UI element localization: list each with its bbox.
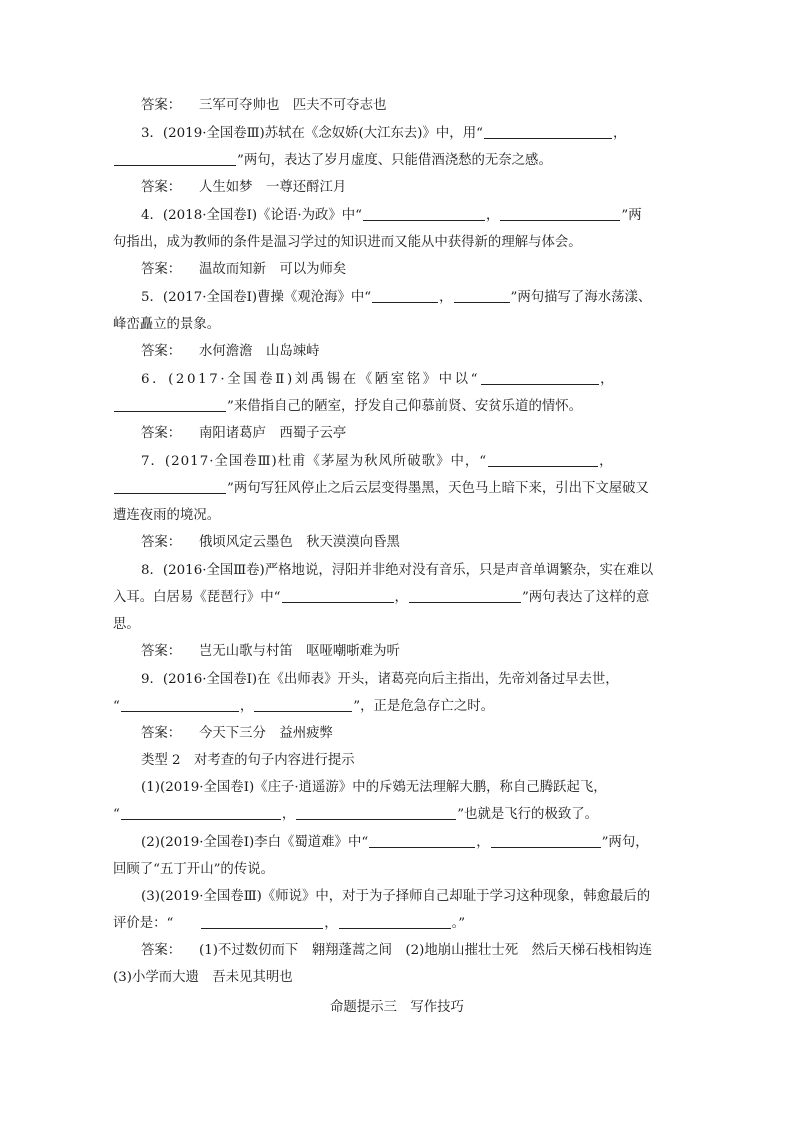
question-text: “ [113,699,120,714]
fill-blank [254,697,352,712]
question-text: ”来借指自己的陋室，抒发自己仰慕前贤、安贫乐道的情怀。 [227,399,582,414]
fill-blank [372,288,438,303]
type2-q2-line-1 [141,833,649,853]
fill-blank [201,914,323,929]
question-3-line-2 [113,151,552,171]
question-text: ， [394,590,408,605]
question-text: 评价是：“ [113,916,201,931]
question-text: ”两句， [601,835,649,850]
question-7-line-2 [113,479,649,499]
answer-3 [141,178,346,198]
answer-4 [141,260,346,280]
fill-blank [481,370,599,385]
fill-blank [114,151,236,166]
answer-label: 答案： [141,644,182,659]
answer-label: 答案： [141,180,182,195]
answer-label: 答案： [141,426,182,441]
answer-text: 三军可夺帅也 匹夫不可夺志也 [199,98,387,113]
question-text: ， [439,290,453,305]
question-text: ， [324,916,338,931]
answer-text: 岂无山歌与村笛 呕哑嘲哳难为听 [199,644,400,659]
fill-blank [454,288,510,303]
type2-q1-line-1: (1)(2019·全国卷Ⅰ)《庄子·逍遥游》中的斥鴳无法理解大鹏，称自己腾跃起飞， [141,780,607,795]
fill-blank [121,805,281,820]
fill-blank [282,588,394,603]
question-3-line-1 [141,124,626,144]
answer-label: 答案： [141,262,182,277]
question-text: ”两句写狂风停止之后云层变得墨黑，天色马上暗下来，引出下文屋破又 [227,481,649,496]
answer-label: 答案： [141,535,182,550]
type2-q3-line-1: (3)(2019·全国卷Ⅲ)《师说》中，对于为子择师自己却耻于学习这种现象，韩愈最后的 [141,889,651,904]
question-6-line-1 [141,370,616,390]
question-text: ， [599,454,614,469]
answer-text: 人生如梦 一尊还酹江月 [199,180,347,195]
answer-text: 俄顷风定云墨色 秋天漠漠向昏黑 [199,535,400,550]
question-8-line-3: 思。 [113,617,140,632]
answer-8 [141,642,400,662]
fill-blank [409,588,521,603]
question-text: ”两 [621,208,642,223]
answer-label: 答案： [141,98,182,113]
question-text: 3．(2019·全国卷Ⅲ)苏轼在《念奴娇(大江东去)》中，用“ [141,126,483,141]
type2-q3-line-2 [113,914,465,934]
answer-label: 答案： [141,726,182,741]
answer-label: 答案： [141,344,182,359]
question-text: 入耳。白居易《琵琶行》中“ [113,590,281,605]
question-text: ， [486,208,500,223]
answer-9 [141,724,333,744]
answer-text: 水何澹澹 山岛竦峙 [199,344,320,359]
answer-text: (1)不过数仞而下 翱翔蓬蒿之间 (2)地崩山摧壮士死 然后天梯石栈相钩连 [199,943,653,958]
answer-7 [141,533,400,553]
fill-blank [296,805,456,820]
question-text: 7．(2017·全国卷Ⅲ)杜甫《茅屋为秋风所破歌》中，“ [141,454,488,469]
fill-blank [114,479,226,494]
question-text: ”两句描写了海水荡漾、 [510,290,652,305]
answer-text: 温故而知新 可以为师矣 [199,262,347,277]
fill-blank [363,206,485,221]
question-5-line-1 [141,288,651,308]
question-8-line-1: 8．(2016·全国Ⅲ卷)严格地说，浔阳并非绝对没有音乐，只是声音单调繁杂，实在难以 [141,563,654,578]
fill-blank [369,833,475,848]
answer-text: 南阳诸葛庐 西蜀子云亭 [199,426,347,441]
question-text: ”也就是飞行的极致了。 [457,807,599,822]
question-text: ， [239,699,254,714]
question-9-line-1: 9．(2016·全国卷Ⅰ)在《出师表》开头，诸葛亮向后主指出，先帝刘备过早去世， [141,672,619,687]
question-text: 6．(2017·全国卷Ⅱ)刘禹锡在《陋室铭》中以“ [141,372,481,387]
question-text: ”两句表达了这样的意 [521,590,650,605]
fill-blank [484,124,612,139]
question-9-line-2 [113,697,494,717]
question-text: “ [113,807,120,822]
question-4-line-1 [141,206,642,226]
question-5-line-2: 峰峦矗立的景象。 [113,317,221,332]
question-text: ”两句，表达了岁月虚度、只能借酒浇愁的无奈之感。 [237,153,552,168]
type2-q2-line-2: 回顾了“五丁开山”的传说。 [113,862,274,877]
fill-blank [114,397,226,412]
answer-text: 今天下三分 益州疲弊 [199,726,333,741]
fill-blank [488,452,598,467]
question-6-line-2 [113,397,582,417]
fill-blank [491,833,601,848]
question-4-line-2: 句指出，成为教师的条件是温习学过的知识进而又能从中获得新的理解与体会。 [113,235,582,250]
type2-q1-line-2 [113,805,598,825]
question-text: 4．(2018·全国卷Ⅰ)《论语·为政》中“ [141,208,362,223]
question-7-line-3: 遭连夜雨的境况。 [113,508,221,523]
fill-blank [339,914,451,929]
question-text: 。” [451,916,466,931]
question-text: 5．(2017·全国卷Ⅰ)曹操《观沧海》中“ [141,290,372,305]
answer-label: 答案： [141,943,182,958]
question-text: ， [612,126,627,141]
answer-2 [141,96,386,116]
type-2-heading: 类型 2 对考查的句子内容进行提示 [141,753,355,768]
answer-5 [141,342,320,362]
question-text: ”，正是危急存亡之时。 [353,699,495,714]
type2-answer-line-2: (3)小学而大遗 吾未见其明也 [113,970,293,985]
question-8-line-2 [113,588,649,608]
section-title: 命题提示三 写作技巧 [330,1000,464,1015]
fill-blank [121,697,239,712]
fill-blank [500,206,620,221]
answer-6 [141,424,346,444]
question-text: (2)(2019·全国卷Ⅰ)李白《蜀道难》中“ [141,835,369,850]
question-text: ， [476,835,490,850]
type2-answer-line-1 [141,941,652,961]
question-7-line-1 [141,452,613,472]
question-text: ， [600,372,617,387]
question-text: ， [281,807,296,822]
